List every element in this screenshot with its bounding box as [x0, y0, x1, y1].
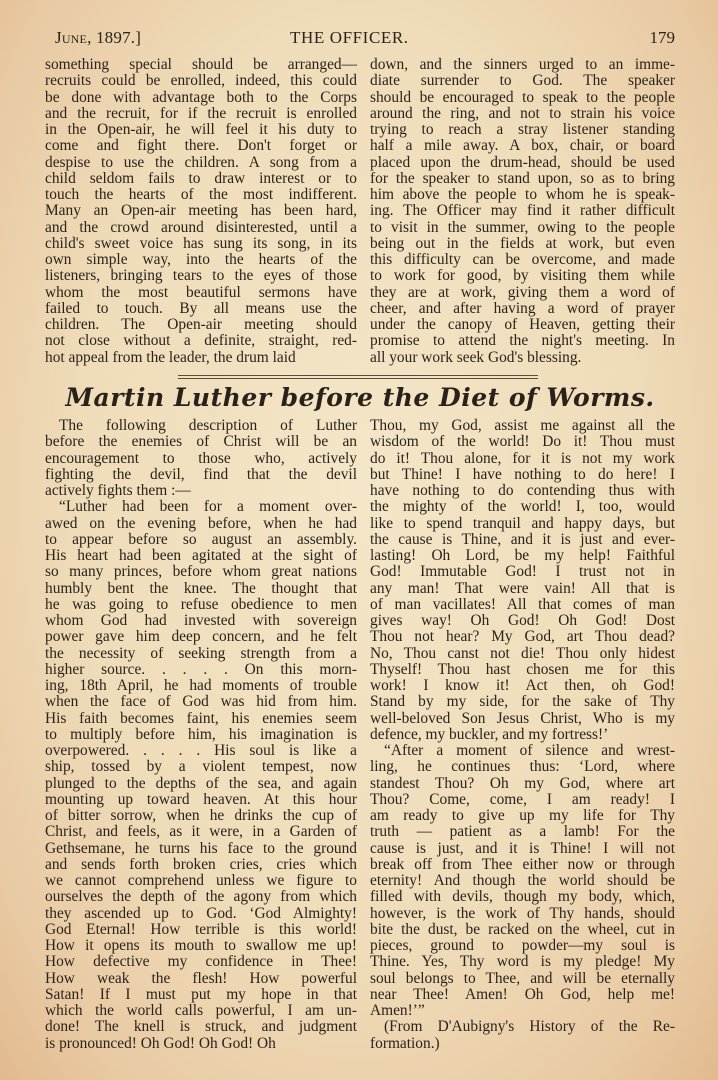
text-line: break off from Thee either now or through: [370, 855, 675, 873]
text-line: for the speaker to stand upon, so as to bring: [370, 169, 675, 187]
text-line: Thou? Come, come, I am ready! I: [370, 790, 675, 808]
text-line: in the Open-air, he will feel it his duty to: [45, 121, 357, 138]
text-line: bite the dust, be racked on the wheel, cut in: [370, 920, 675, 938]
text-line: and sends forth broken cries, cries which: [45, 855, 357, 873]
text-line: being out in the fields at work, but even: [370, 234, 675, 252]
text-line: he was going to refuse obedience to men: [45, 595, 357, 613]
text-line: “After a moment of silence and wrest-: [384, 742, 675, 759]
text-line: diate surrender to God. The speaker: [370, 72, 675, 90]
text-line: they ascended up to God. ‘God Almighty!: [45, 904, 357, 922]
text-line: Amen!’”: [370, 1002, 425, 1019]
text-line: pieces, ground to powder—my soul is: [370, 937, 675, 954]
text-line: promise to attend the night's meeting. In: [370, 332, 675, 350]
text-line: down, and the sinners urged to an imme-: [370, 56, 675, 73]
text-line: be done with advantage both to the Corps: [45, 88, 357, 106]
text-line: to work for good, by visiting them while: [370, 267, 675, 285]
text-line: How it opens its mouth to swallow me up!: [45, 937, 357, 954]
text-line: standest Thou? Oh my God, where art: [370, 774, 675, 792]
text-line: any man! That were vain! All that is: [370, 579, 675, 597]
text-line: Thou not hear? My God, art Thou dead?: [370, 628, 675, 646]
text-line: of bitter sorrow, when he drinks the cup of: [45, 807, 357, 824]
text-line: am ready to give up my life for Thy: [370, 807, 675, 824]
text-line: Gethsemane, he turns his face to the ground: [45, 839, 357, 857]
text-line: is pronounced! Oh God! Oh God! Oh: [45, 1034, 276, 1052]
text-line: His faith becomes faint, his enemies seem: [45, 709, 357, 727]
text-line: despise to use the children. A song from a: [45, 153, 357, 171]
text-line: the mighty of the world! I, too, would: [370, 498, 675, 516]
text-line: eternity! And though the world should be: [370, 872, 675, 889]
text-line: ourselves the depth of the agony from which: [45, 888, 357, 906]
text-line: awed on the evening before, when he had: [45, 514, 357, 532]
text-line: higher source. . . . . On this morn-: [45, 660, 357, 678]
text-line: touch the hearts of the most indifferent.: [45, 186, 357, 203]
text-line: Thine. Yes, Thy word is my pledge! My: [370, 953, 675, 971]
text-line: whom God had invested with sovereign: [45, 612, 357, 629]
running-header: [55, 28, 675, 50]
text-line: overpowered. . . . . His soul is like a: [45, 742, 357, 759]
text-line: not close without a definite, straight, red-: [45, 332, 357, 350]
text-line: children. The Open-air meeting should: [45, 316, 357, 333]
continued-article-left-column: [45, 57, 357, 366]
publication-title: THE OFFICER.: [290, 28, 409, 47]
text-line: gives way! Oh God! Oh God! Dost: [370, 612, 675, 629]
text-line: actively fights them :—: [45, 482, 191, 499]
text-line: Thou, my God, assist me against all the: [370, 417, 675, 434]
text-line: something special should be arranged—: [45, 56, 357, 73]
text-line: but Thine! I have nothing to do here! I: [370, 465, 675, 483]
text-line: Christ, and feels, as it were, in a Garden of: [45, 823, 357, 841]
issue-date: June, 1897.]: [55, 28, 142, 47]
text-line: near Thee! Amen! Oh God, help me!: [370, 985, 675, 1003]
text-line: power gave him deep concern, and he felt: [45, 628, 357, 646]
text-line: done! The knell is struck, and judgment: [45, 1018, 357, 1036]
text-line: around the ring, and not to strain his voice: [370, 104, 675, 122]
text-line: How weak the flesh! How powerful: [45, 969, 357, 987]
text-line: which the world calls powerful, I am un-: [45, 1002, 357, 1019]
text-line: Many an Open-air meeting has been hard,: [45, 202, 357, 220]
article-title: Martin Luther before the Diet of Worms.: [65, 383, 655, 412]
text-line: to multiply before him, his imagination is: [45, 725, 357, 743]
text-line: (From D'Aubigny's History of the Re-: [384, 1018, 675, 1036]
text-line: filled with devils, though my body, which,: [370, 888, 675, 906]
text-line: child seldom fails to draw interest or to: [45, 169, 357, 187]
text-line: do it! Thou alone, for it is not my work: [370, 449, 675, 467]
text-line: fighting the devil, find that the devil: [45, 465, 357, 483]
section-divider-rule: [178, 375, 538, 376]
text-line: they are at work, giving them a word of: [370, 283, 675, 301]
text-line: the necessity of seeking strength from a: [45, 644, 357, 662]
text-line: No, Thou canst not die! Thou only hidest: [370, 644, 675, 662]
text-line: ing, 18th April, he had moments of trouble: [45, 677, 357, 694]
text-line: recruits could be enrolled, indeed, this could: [45, 72, 357, 90]
text-line: placed upon the drum-head, should be used: [370, 153, 675, 171]
text-line: hot appeal from the leader, the drum laid: [45, 348, 296, 366]
text-line: to visit in the summer, owing to the people: [370, 218, 675, 236]
text-line: The following description of Luther: [59, 417, 357, 434]
page-number: 179: [649, 28, 675, 47]
text-line: work! I know it! Act then, oh God!: [370, 677, 675, 694]
text-line: him above the people to whom he is speak-: [370, 186, 675, 203]
text-line: formation.): [370, 1034, 440, 1052]
article-left-column: [45, 418, 357, 1052]
text-line: before the enemies of Christ will be an: [45, 433, 357, 451]
text-line: come and fight there. Don't forget or: [45, 137, 357, 155]
text-line: cheer, and after having a word of prayer: [370, 299, 675, 317]
text-line: God! Immutable God! I trust not in: [370, 563, 675, 581]
text-line: and the recruit, for if the recruit is enrolled: [45, 104, 357, 122]
text-line: Thyself! Thou hast chosen me for this: [370, 660, 675, 678]
text-line: “Luther had been for a moment over-: [59, 498, 357, 516]
text-line: soul belongs to Thee, and will be eternally: [370, 969, 675, 987]
text-line: plunged to the depths of the sea, and again: [45, 774, 357, 792]
text-line: God Eternal! How terrible is this world!: [45, 920, 357, 938]
text-line: so many princes, before whom great nations: [45, 563, 357, 581]
text-line: under the canopy of Heaven, getting their: [370, 316, 675, 333]
text-line: His heart had been agitated at the sight of: [45, 547, 357, 564]
text-line: should be encouraged to speak to the people: [370, 88, 675, 106]
text-line: How defective my confidence in Thee!: [45, 953, 357, 971]
text-line: Stand by my side, for the sake of Thy: [370, 693, 675, 711]
text-line: ing. The Officer may find it rather difficult: [370, 202, 675, 220]
text-line: listeners, bringing tears to the eyes of those: [45, 267, 357, 285]
text-line: we cannot comprehend unless we figure to: [45, 872, 357, 889]
text-line: encouragement to those who, actively: [45, 449, 357, 467]
section-divider-rule: [178, 378, 538, 379]
text-line: cause is just, and it is Thine! I will not: [370, 839, 675, 857]
text-line: ship, tossed by a violent tempest, now: [45, 758, 357, 776]
text-line: the cause is Thine, and it is just and ever-: [370, 530, 675, 548]
text-line: when the face of God was hid from him.: [45, 693, 357, 711]
text-line: lasting! Oh Lord, be my help! Faithful: [370, 547, 675, 564]
text-line: well-beloved Son Jesus Christ, Who is my: [370, 709, 675, 727]
text-line: mounting up toward heaven. At this hour: [45, 790, 357, 808]
article-right-column: [370, 418, 675, 1052]
text-line: like to spend tranquil and happy days, but: [370, 514, 675, 532]
text-line: child's sweet voice has sung its song, in its: [45, 234, 357, 252]
text-line: truth — patient as a lamb! For the: [370, 823, 675, 841]
text-line: humbly bent the knee. The thought that: [45, 579, 357, 597]
text-line: Satan! If I must put my hope in that: [45, 985, 357, 1003]
text-line: all your work seek God's blessing.: [370, 348, 582, 366]
text-line: have nothing to do contending thus with: [370, 482, 675, 499]
text-line: this difficulty can be overcome, and made: [370, 251, 675, 268]
text-line: and the crowd around disinterested, until a: [45, 218, 357, 236]
text-line: failed to touch. By all means use the: [45, 299, 357, 317]
text-line: own simple way, into the hearts of the: [45, 251, 357, 268]
text-line: ling, he continues thus: ‘Lord, where: [370, 758, 675, 776]
continued-article-right-column: [370, 57, 675, 366]
text-line: wisdom of the world! Do it! Thou must: [370, 433, 675, 451]
text-line: however, is the work of Thy hands, should: [370, 904, 675, 922]
text-line: defence, my buckler, and my fortress!’: [370, 725, 609, 743]
text-line: trying to reach a stray listener standing: [370, 121, 675, 138]
text-line: half a mile away. A box, chair, or board: [370, 137, 675, 155]
text-line: of man vacillates! All that comes of man: [370, 595, 675, 613]
text-line: whom the most beautiful sermons have: [45, 283, 357, 301]
text-line: to appear before so august an assembly.: [45, 530, 357, 548]
